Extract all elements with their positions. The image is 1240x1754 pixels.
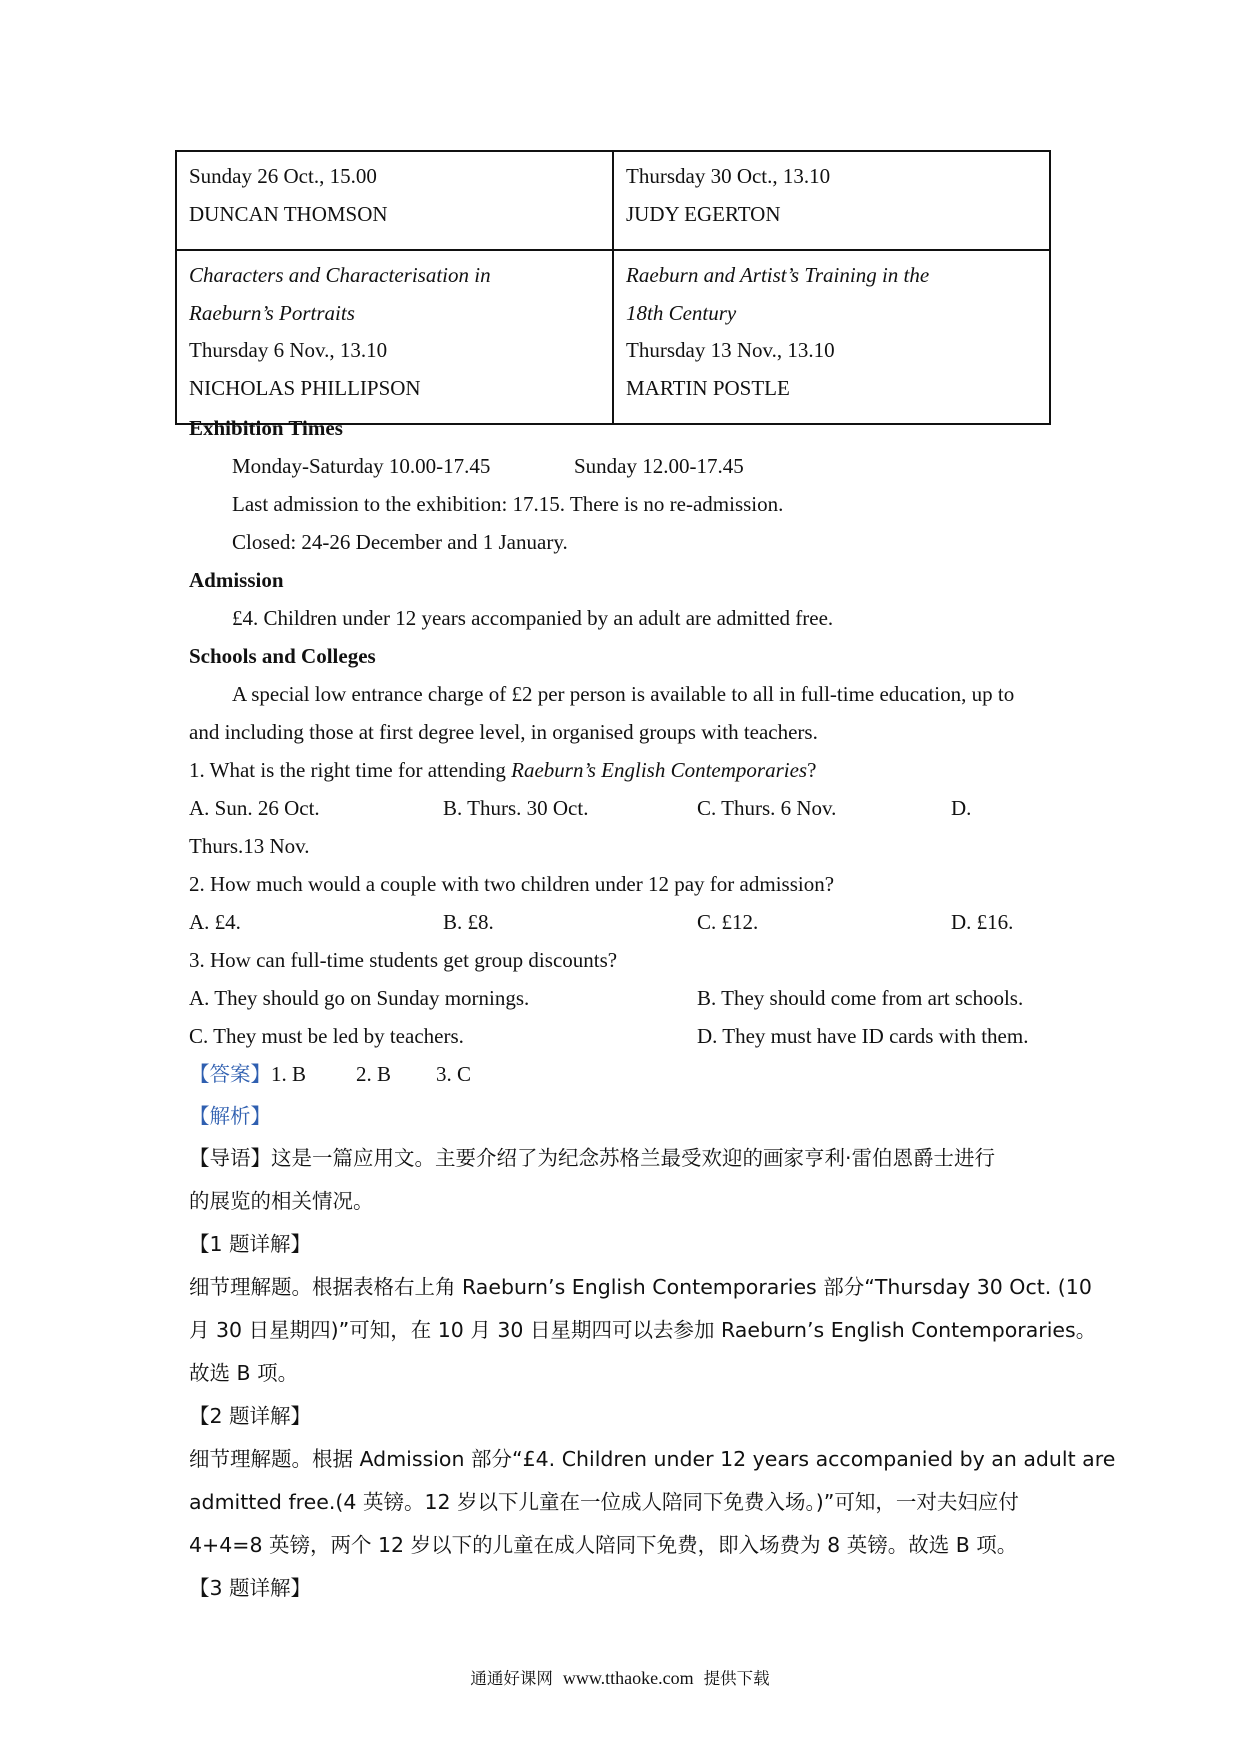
- exhibition-times-heading: Exhibition Times: [189, 416, 343, 440]
- last-admission-text: Last admission to the exhibition: 17.15. There is no re-admission.: [232, 492, 784, 516]
- detail-1-heading: 【1 题详解】: [189, 1232, 312, 1256]
- question-1: [189, 758, 816, 782]
- lecture-title: Raeburn and Artist’s Training in the: [626, 263, 930, 287]
- option-a: A. £4.: [189, 910, 241, 934]
- table-cell: [613, 250, 1050, 424]
- intro-line: 的展览的相关情况。: [189, 1189, 374, 1213]
- detail-1-line: 月 30 日星期四)”可知，在 10 月 30 日星期四可以去参加 Raeburn’s English Contemporaries。: [189, 1318, 1097, 1342]
- exhibition-sunday-hours: Sunday 12.00-17.45: [574, 454, 744, 478]
- detail-2-line: admitted free.(4 英镑。12 岁以下儿童在一位成人陪同下免费入场。)”可知，一对夫妇应付: [189, 1490, 1019, 1514]
- table-row: [176, 250, 1050, 424]
- table-cell: [176, 151, 613, 250]
- option-c: C. £12.: [697, 910, 759, 934]
- option-b: B. They should come from art schools.: [697, 986, 1024, 1010]
- page-footer: [0, 1665, 1240, 1689]
- schools-text-line: and including those at first degree level, in organised groups with teachers.: [189, 720, 818, 744]
- detail-2-heading: 【2 题详解】: [189, 1404, 312, 1428]
- lecture-date: Thursday 13 Nov., 13.10: [626, 338, 835, 362]
- lecture-speaker: NICHOLAS PHILLIPSON: [189, 375, 421, 400]
- footer-site-name: 通通好课网: [470, 1669, 553, 1688]
- answer-1: 1. B: [271, 1062, 307, 1086]
- lecture-title: Raeburn’s Portraits: [189, 300, 355, 325]
- option-d: D. £16.: [951, 910, 1014, 934]
- lecture-title: Characters and Characterisation in: [189, 263, 491, 287]
- option-d: D.: [951, 796, 972, 820]
- admission-heading: Admission: [189, 568, 284, 592]
- question-2: 2. How much would a couple with two children under 12 pay for admission?: [189, 872, 835, 896]
- footer-url[interactable]: www.tthaoke.com: [562, 1668, 694, 1688]
- question-1-prefix: 1. What is the right time for attending: [189, 758, 512, 782]
- option-d-continued: Thurs.13 Nov.: [189, 834, 310, 858]
- answer-line: [189, 1062, 306, 1086]
- lecture-speaker: MARTIN POSTLE: [626, 375, 790, 400]
- intro-line: 【导语】这是一篇应用文。主要介绍了为纪念苏格兰最受欢迎的画家亨利·雷伯恩爵士进行: [189, 1146, 996, 1170]
- table-cell: [176, 250, 613, 424]
- option-b: B. £8.: [443, 910, 494, 934]
- option-c: C. Thurs. 6 Nov.: [697, 796, 837, 820]
- question-3: 3. How can full-time students get group discounts?: [189, 948, 618, 972]
- exhibition-weekday-hours: Monday-Saturday 10.00-17.45: [232, 454, 491, 478]
- answer-label: 【答案】: [189, 1062, 271, 1086]
- schools-text-line: A special low entrance charge of £2 per person is available to all in full-time education, up to: [232, 682, 1015, 706]
- admission-text: £4. Children under 12 years accompanied by an adult are admitted free.: [232, 606, 834, 630]
- footer-download-text: 提供下载: [703, 1669, 770, 1688]
- table-cell: [613, 151, 1050, 250]
- lecture-speaker: JUDY EGERTON: [626, 201, 781, 226]
- option-c: C. They must be led by teachers.: [189, 1024, 464, 1048]
- closed-dates-text: Closed: 24-26 December and 1 January.: [232, 530, 568, 554]
- option-d: D. They must have ID cards with them.: [697, 1024, 1029, 1048]
- question-1-title: Raeburn’s English Contemporaries: [511, 758, 808, 782]
- schedule-table: [175, 150, 1051, 425]
- lecture-date: Thursday 6 Nov., 13.10: [189, 338, 388, 362]
- lecture-date: Sunday 26 Oct., 15.00: [189, 164, 377, 188]
- answer-3: 3. C: [436, 1062, 472, 1086]
- question-1-suffix: ?: [807, 758, 817, 782]
- option-a: A. Sun. 26 Oct.: [189, 796, 320, 820]
- analysis-label: 【解析】: [189, 1104, 271, 1128]
- detail-1-line: 细节理解题。根据表格右上角 Raeburn’s English Contemporaries 部分“Thursday 30 Oct. (10: [189, 1275, 1092, 1299]
- detail-2-line: 4+4=8 英镑，两个 12 岁以下的儿童在成人陪同下免费，即入场费为 8 英镑。故选 B 项。: [189, 1533, 1018, 1557]
- table-row: [176, 151, 1050, 250]
- answer-2: 2. B: [356, 1062, 392, 1086]
- detail-3-heading: 【3 题详解】: [189, 1576, 312, 1600]
- option-b: B. Thurs. 30 Oct.: [443, 796, 589, 820]
- detail-1-line: 故选 B 项。: [189, 1361, 299, 1385]
- detail-2-line: 细节理解题。根据 Admission 部分“£4. Children under 12 years accompanied by an adult are: [189, 1447, 1116, 1471]
- lecture-title: 18th Century: [626, 300, 737, 325]
- lecture-date: Thursday 30 Oct., 13.10: [626, 164, 831, 188]
- schools-heading: Schools and Colleges: [189, 644, 376, 668]
- lecture-speaker: DUNCAN THOMSON: [189, 201, 388, 226]
- option-a: A. They should go on Sunday mornings.: [189, 986, 530, 1010]
